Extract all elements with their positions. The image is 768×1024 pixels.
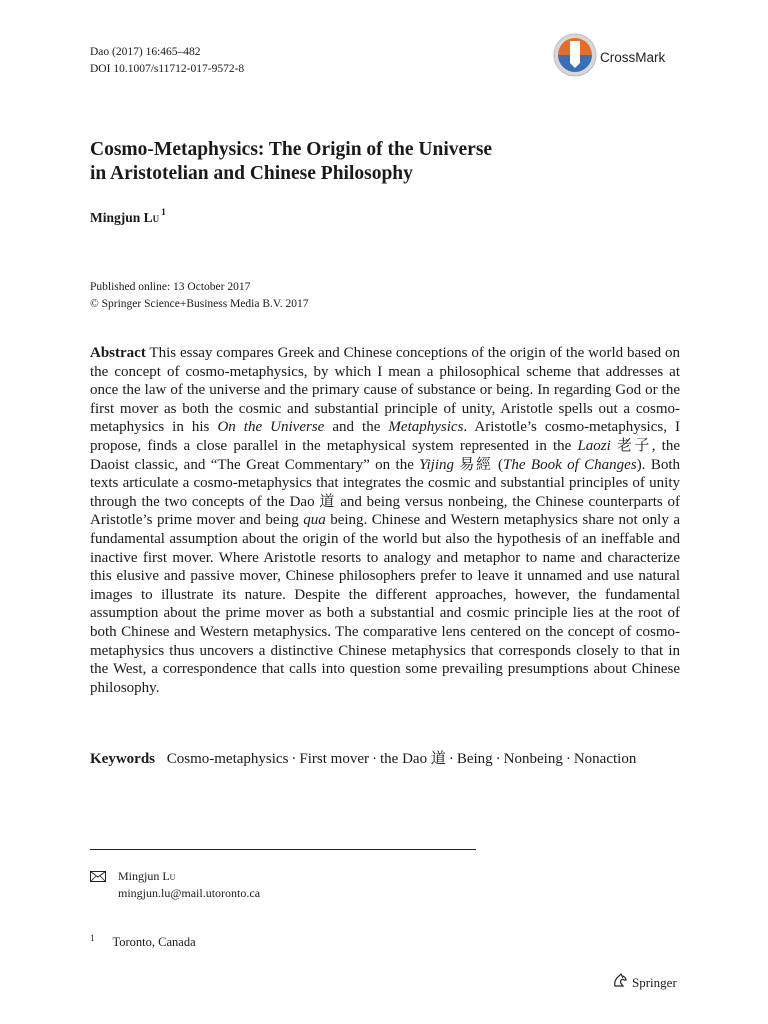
doi[interactable]: DOI 10.1007/s11712-017-9572-8 xyxy=(90,63,245,75)
crossmark-badge[interactable] xyxy=(552,32,665,83)
affiliation-text: Toronto, Canada xyxy=(112,935,196,950)
keywords xyxy=(90,747,690,768)
keyword: Nonaction xyxy=(573,751,637,767)
published-date: Published online: 13 October 2017 xyxy=(90,281,251,293)
abstract-label: Abstract xyxy=(90,345,146,361)
keyword: Being xyxy=(456,751,493,767)
abstract: Abstract This essay compares Greek and Chinese conceptions of the origin of the world based on the concept of cosmo-metaphysics, by which I mean a philosophical scheme that addresses at once the law of the universe and the primary cause of substance or being. In regarding God or the first mover as both the cosmic and substantial principle of unity, Aristotle spells out a cosmo-metaphysics in his On the Universe and the Metaphysics. Aristotle’s cosmo-metaphysics, I propose, finds a close parallel in the metaphysical system represented in the Laozi 老子, the Daoist classic, and “The Great Commentary” on the Yijing 易經 (The Book of Changes). Both texts articulate a cosmo-metaphysics that integrates the cosmic and substantial principles of unity through the two concepts of the Dao 道 and being versus nonbeing, the Chinese counterparts of Aristotle’s prime mover and being qua being. Chinese and Western metaphysics share not only a fundamental assumption about the origin of the world but also the hypothesis of an ineffable and inactive first mover. Where Aristotle resorts to analogy and metaphor to name and characterize this elusive and passive mover, Chinese philosophers prefer to leave it unnamed and use natural images to illustrate its nature. Despite the different approaches, however, the fundamental assumption about the prime mover as both a substantial and cosmic principle lies at the root of both Chinese and Western metaphysics. The comparative lens centered on the concept of cosmo-metaphysics thus uncovers a distinctive Chinese metaphysics that corresponds closely to that in the West, a correspondence that calls into question some prevailing presumptions about Chinese philosophy. xyxy=(90,345,681,696)
journal-citation: Dao (2017) 16:465–482 xyxy=(90,46,201,58)
keyword: the Dao 道 xyxy=(380,751,446,767)
keyword-separator: · xyxy=(291,751,297,767)
corresponding-author xyxy=(90,868,260,902)
springer-logo xyxy=(612,973,677,992)
springer-horse-icon xyxy=(612,973,628,992)
keyword: Cosmo-metaphysics xyxy=(166,751,289,767)
crossmark-icon xyxy=(552,32,598,83)
keywords-label: Keywords xyxy=(90,751,155,767)
publisher-name: Springer xyxy=(632,974,677,990)
publication-info xyxy=(90,279,308,313)
keyword-separator: · xyxy=(495,751,501,767)
affiliation-number: 1 xyxy=(90,933,95,943)
affiliation-footnote xyxy=(90,933,196,950)
envelope-icon xyxy=(90,870,106,887)
footnote-divider xyxy=(90,849,476,850)
author-affiliation-marker: 1 xyxy=(161,208,166,218)
author-name: Mingjun Lu $^1$ xyxy=(90,208,166,225)
keyword-separator: · xyxy=(565,751,571,767)
keyword-separator: · xyxy=(372,751,377,767)
article-title: Cosmo-Metaphysics: The Origin of the Universe in Aristotelian and Chinese Philosophy xyxy=(90,139,493,184)
keyword: First mover xyxy=(299,751,369,767)
crossmark-label: CrossMark xyxy=(600,50,666,65)
email-link[interactable]: mingjun.lu@mail.utoronto.ca xyxy=(118,886,261,900)
copyright: © Springer Science+Business Media B.V. 2017 xyxy=(90,298,309,310)
keyword: Nonbeing xyxy=(503,751,563,767)
corresponding-author-name: Mingjun Lu xyxy=(118,869,176,883)
journal-header xyxy=(90,44,244,78)
keyword-separator: · xyxy=(448,751,454,767)
